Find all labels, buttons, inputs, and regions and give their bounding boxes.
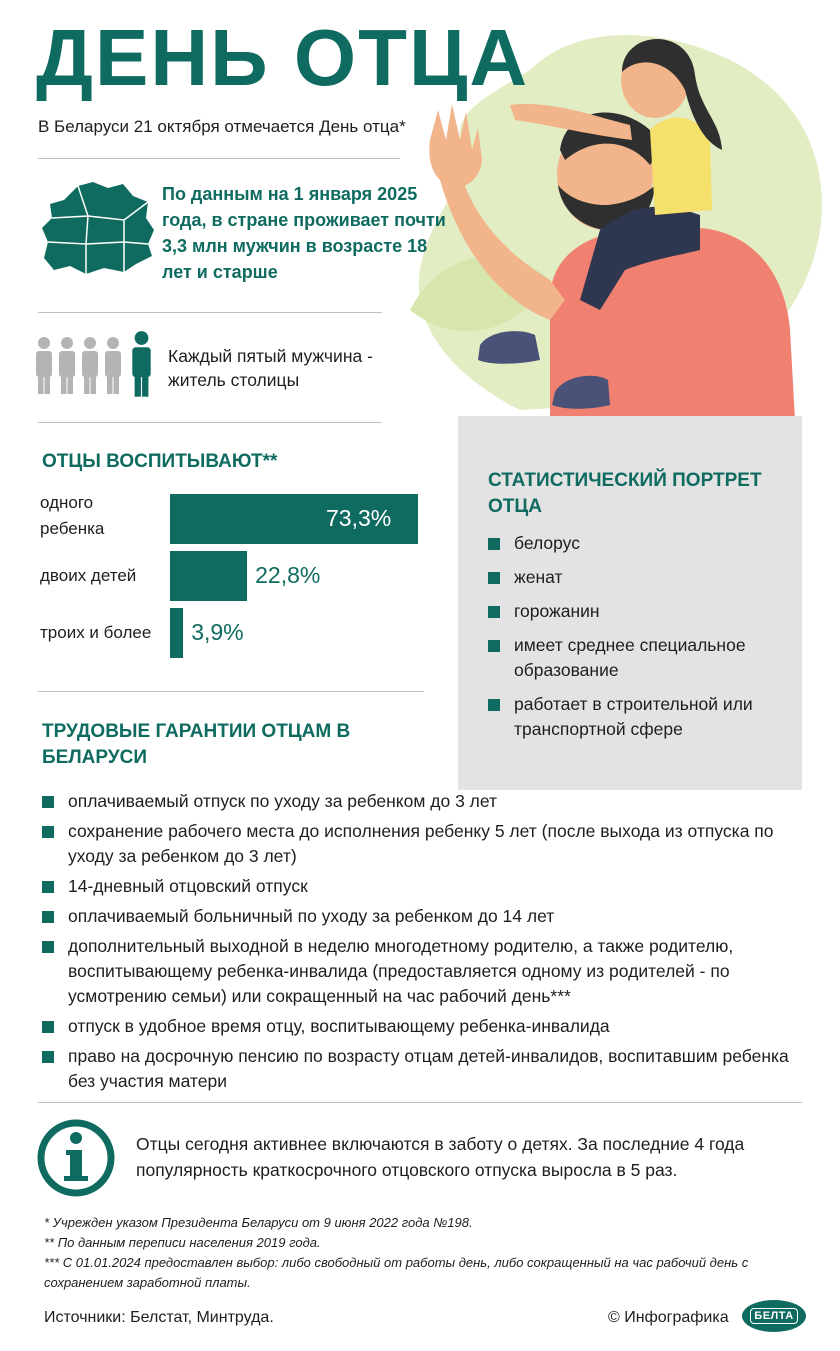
bar (170, 551, 247, 601)
sources-text: Источники: Белстат, Минтруда. (44, 1309, 274, 1326)
belarus-map-icon (38, 178, 158, 278)
capital-text: Каждый пятый мужчина - житель столицы (168, 346, 373, 390)
guarantee-item: оплачиваемый отпуск по уходу за ребенком до 3 лет (42, 789, 807, 814)
page-subtitle: В Беларуси 21 октября отмечается День отца* (38, 117, 406, 136)
divider (38, 158, 400, 159)
belta-logo-text: БЕЛТА (750, 1308, 797, 1324)
portrait-panel (458, 416, 802, 790)
person-icon (105, 337, 121, 394)
person-highlight-icon (132, 331, 150, 397)
chart-title: ОТЦЫ ВОСПИТЫВАЮТ** (42, 451, 278, 472)
guarantees-title: ТРУДОВЫЕ ГАРАНТИИ ОТЦАМ В БЕЛАРУСИ (42, 721, 351, 768)
footnotes (44, 1213, 804, 1293)
guarantee-item: дополнительный выходной в неделю многодетному родителю, а также родителю, воспитывающему ребенка-инвалида (предоставляется одному из родителей - по усмотрению семьи) или сокращенный на час рабочий день*** (42, 934, 807, 1009)
bar-value-label: 22,8% (255, 562, 321, 588)
portrait-item: белорус (488, 531, 788, 556)
bar-value-label: 73,3% (326, 505, 392, 531)
person-icon (82, 337, 98, 394)
population-text: По данным на 1 января 2025 года, в стране проживает почти 3,3 млн мужчин в возрасте 18 лет и старше (162, 184, 446, 282)
divider (38, 691, 424, 692)
page-title: ДЕНЬ ОТЦА (36, 13, 530, 102)
guarantee-item: 14-дневный отцовский отпуск (42, 874, 807, 899)
people-icons (30, 330, 160, 402)
bar-chart (40, 490, 440, 665)
guarantee-item: право на досрочную пенсию по возрасту отцам детей-инвалидов, воспитавшим ребенка без участия матери (42, 1044, 807, 1094)
copyright-text: © Инфографика (608, 1309, 729, 1326)
person-icon (59, 337, 75, 394)
bar-category-label: троих и более (40, 623, 152, 642)
footnote: ** По данным переписи населения 2019 года. (44, 1235, 321, 1250)
guarantee-item: оплачиваемый больничный по уходу за ребенком до 14 лет (42, 904, 807, 929)
footnote: *** С 01.01.2024 предоставлен выбор: либо свободный от работы день, либо сокращенный на час рабочий день с сохранением заработной платы. (44, 1255, 749, 1290)
portrait-title: СТАТИСТИЧЕСКИЙ ПОРТРЕТ ОТЦА (488, 470, 762, 517)
portrait-item: имеет среднее специальное образование (488, 633, 788, 683)
divider (38, 312, 382, 313)
guarantee-item: сохранение рабочего места до исполнения ребенку 5 лет (после выхода из отпуска по уходу за ребенком до 3 лет) (42, 819, 807, 869)
person-icon (36, 337, 52, 394)
info-text: Отцы сегодня активнее включаются в заботу о детях. За последние 4 года популярность краткосрочного отцовского отпуска выросла в 5 раз. (136, 1134, 745, 1180)
guarantees-list (42, 789, 807, 1099)
divider (38, 422, 382, 423)
portrait-item: горожанин (488, 599, 788, 624)
footnote: * Учрежден указом Президента Беларуси от 9 июня 2022 года №198. (44, 1215, 473, 1230)
bar-category-label: одного ребенка (40, 493, 105, 538)
divider (38, 1102, 802, 1103)
portrait-list (488, 531, 788, 751)
portrait-item: женат (488, 565, 788, 590)
guarantee-item: отпуск в удобное время отцу, воспитывающему ребенка-инвалида (42, 1014, 807, 1039)
info-icon (36, 1118, 116, 1198)
belta-logo (742, 1300, 806, 1332)
bar (170, 608, 183, 658)
bar-category-label: двоих детей (40, 566, 137, 585)
bar-value-label: 3,9% (191, 619, 244, 645)
portrait-item: работает в строительной или транспортной сфере (488, 692, 788, 742)
